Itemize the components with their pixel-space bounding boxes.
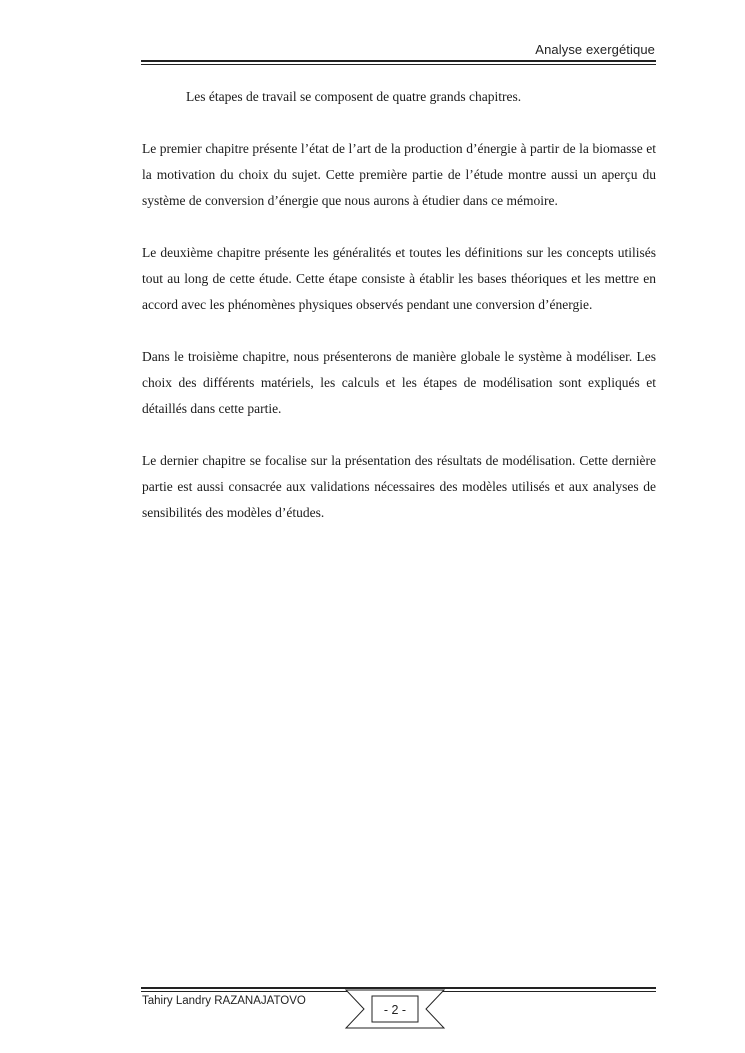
running-header-title: Analyse exergétique: [535, 42, 655, 57]
chapter-2-paragraph: Le deuxième chapitre présente les généralités et toutes les définitions sur les concepts utilisés tout au long de cette étude. Cette étape consiste à établir les bases théoriques et les mettre en accord avec les phénomènes physiques observés pendant une conversion d’énergie.: [142, 245, 656, 312]
chapter-4-paragraph: Le dernier chapitre se focalise sur la présentation des résultats de modélisation. Cette dernière partie est aussi consacrée aux validations nécessaires des modèles utilisés et aux analyses de sensibilités des modèles d’études.: [142, 453, 656, 520]
chapter-3-paragraph: Dans le troisième chapitre, nous présenterons de manière globale le système à modéliser. Les choix des différents matériels, les calculs et les étapes de modélisation sont expliqués et détaillés dans cette partie.: [142, 349, 656, 416]
header-rule-thin: [141, 64, 656, 65]
chapter-1-paragraph: Le premier chapitre présente l’état de l’art de la production d’énergie à partir de la biomasse et la motivation du choix du sujet. Cette première partie de l’étude montre aussi un aperçu du système de conversion d’énergie que nous aurons à étudier dans ce mémoire.: [142, 141, 656, 208]
intro-paragraph: Les étapes de travail se composent de quatre grands chapitres.: [186, 89, 522, 104]
footer-author: Tahiry Landry RAZANAJATOVO: [142, 995, 306, 1007]
header-rule-thick: [141, 60, 656, 62]
page-body: [142, 84, 656, 552]
page-number: - 2 -: [383, 1003, 407, 1017]
